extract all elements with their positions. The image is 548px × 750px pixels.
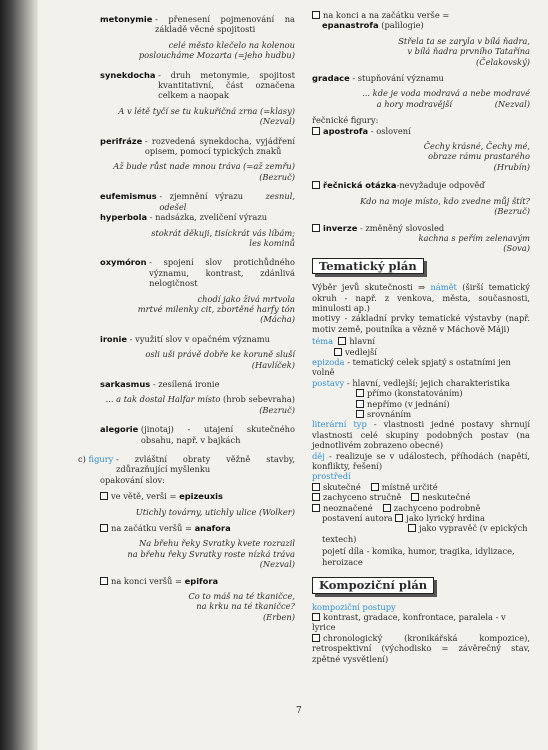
definition: - zjemnění výrazu: [159, 191, 244, 202]
dej: děj - realizuje se v událostech, příhodách (napětí, konflikty, řešení): [312, 450, 530, 472]
checkbox-icon: [371, 483, 379, 491]
entry-oxymoron: [100, 257, 295, 288]
checkbox-icon: [312, 613, 320, 621]
example: Co to máš na té tkaničce, na krku na té tkaničce? (Erben): [188, 591, 295, 622]
definition: (jinotaj) - utajení skutečného obsahu, např. v bajkách: [140, 424, 295, 445]
arrow-right-icon: ⇒: [418, 282, 426, 293]
term: alegorie: [100, 424, 139, 435]
term: figury: [88, 454, 114, 464]
entry-perifraze: [100, 136, 295, 157]
example: Utichly továrny, utichly ulice (Wolker): [135, 506, 295, 517]
entry-gradace: gradace - stupňování významu: [312, 73, 444, 84]
postaveni-autora: postavení autora jako lyrický hrdina jako vypravěč (v epických textech): [322, 513, 528, 544]
example: Čechy krásné, Čechy mé, obraze rámu prastarého (Hrubín): [423, 141, 530, 172]
checkbox-icon: [312, 127, 320, 135]
definition: - druh metonymie, spojitost kvantitativní, část označena celkem a naopak: [158, 69, 295, 101]
entry-synekdocha: [100, 70, 295, 101]
kompozicni-postupy: kompoziční postupy: [312, 601, 396, 612]
term: eufemismus: [100, 191, 157, 202]
page-number: 7: [296, 706, 302, 716]
example: Až bude růst nade mnou tráva (=až zemřu) (Bezruč): [113, 161, 295, 182]
example: A v létě tyčí se tu kukuřičná zrna (=klasy) (Nezval): [118, 105, 295, 127]
book-binding-shadow: [0, 0, 38, 750]
checkbox-icon: [408, 524, 416, 532]
checkbox-icon: [100, 577, 108, 585]
term: ironie: [100, 333, 128, 344]
term: perifráze: [100, 135, 143, 146]
definition: - zvláštní obraty věžně stavby, zdůrazňující myšlenku: [116, 454, 295, 475]
checkbox-icon: [395, 514, 403, 522]
prostredi-label: prostředí: [312, 471, 351, 482]
kompozice-item: kontrast, gradace, konfrontace, paralela - v lyrice: [312, 611, 506, 633]
example: Střela ta se zaryla v bílá ňadra, v bílá ňadra prvního Tatařína (Čelakovský): [398, 35, 530, 67]
example: Kdo na moje místo, kdo zvedne můj štít? (Bezruč): [359, 195, 530, 217]
entry-epizeuxis: ve větě, verši = epizeuxis: [100, 491, 295, 501]
entry-metonymie: [100, 14, 295, 35]
checkbox-icon: [312, 493, 320, 501]
prostredi-list: skutečné místně určité zachyceno stručně neskutečné neoznačené zachyceno podrobně: [312, 482, 530, 513]
tema: téma hlavní vedlejší: [312, 336, 377, 357]
section-title-tematicky: Tematický plán: [312, 258, 424, 274]
checkbox-icon: [312, 634, 320, 642]
entry-sarkasmus: [100, 379, 295, 389]
postavy: postavy - hlavní, vedlejší; jejich charakteristika: [312, 377, 510, 388]
example: chodí jako živá mrtvola mrtvé milenky cit, zbortěné harfy tón (Mácha): [137, 293, 295, 325]
term: oxymóron: [100, 257, 147, 268]
entry-figury: c) figury - zvláštní obraty věžně stavby, zdůrazňující myšlenku: [78, 454, 295, 475]
entry-epanastrofa: na konci a na začátku verše = epanastrofa (palilogie): [312, 10, 530, 31]
right-column: [312, 10, 530, 664]
entry-apostrofa: apostrofa - oslovení: [312, 126, 530, 136]
checkbox-icon: [356, 389, 364, 397]
example: kachna s peřím zelenavým (Sova): [418, 232, 530, 254]
checkbox-icon: [312, 483, 320, 491]
checkbox-icon: [100, 492, 108, 500]
checkbox-icon: [356, 410, 364, 418]
checkbox-icon: [100, 524, 108, 532]
checkbox-icon: [312, 504, 320, 512]
example: celé město klečelo na kolenou posloucháme Mozarta (=jeho hudbu): [138, 39, 295, 61]
example: osli uši právě dobře ke koruně sluší (Havlíček): [145, 349, 295, 370]
example: ... kde je voda modravá a nebe modravé a hory modravější (Nezval): [362, 88, 530, 109]
example: stokrát děkuji, tisíckrát vás líbám; les kominů: [151, 227, 295, 248]
entry-inverze: inverze - změněný slovosled: [312, 223, 530, 233]
charakteristika-list: přímo (konstatováním) nepřímo (v jednání) srovnáním: [312, 388, 530, 419]
example: Na břehu řeky Svratky kvete rozrazil na břehu řeky Svratky roste nízká tráva (Nezval): [127, 538, 295, 570]
kompozice-item: chronologický (kronikářská kompozice), retrospektivní (východisko = závěrečný stav, zpětné vysvětlení): [312, 632, 530, 664]
example: zesnul, odešel: [159, 191, 295, 212]
entry-recnicka-otazka: řečnická otázka-nevyžaduje odpověď: [312, 180, 530, 190]
literarni-typ: literární typ - vlastnosti jedné postavy shrnují vlastnosti celé skupiny podobných postav (na jednotlivém zobrazeno obecné): [312, 419, 530, 451]
definition: - spojení slov protichůdného významu, kontrast, zdánlivá nelogičnost: [149, 257, 295, 289]
recnicke-figury: řečnické figury:: [312, 115, 379, 126]
checkbox-icon: [312, 224, 320, 232]
definition: - přenesení pojmenování na základě věcné spojitosti: [155, 14, 295, 35]
term: sarkasmus: [100, 378, 151, 389]
epizoda: epizoda - tematický celek spjatý s ostatními jen volně: [312, 356, 511, 378]
checkbox-icon: [312, 11, 320, 19]
definition: - rozvedená synekdocha, vyjádření opisem, pomocí typických znaků: [144, 135, 295, 157]
entry-hyperbola: [100, 212, 295, 222]
example: ... a tak dostal Halfar místo (hrob sebevraha) (Bezruč): [105, 394, 295, 415]
tematicky-intro: Výběr jevů skutečnosti ⇒ námět (širší tematický okruh - např. z venkova, města, současnosti, minulosti ap.): [312, 282, 530, 313]
term: metonymie: [100, 14, 153, 24]
definition: - zesílená ironie: [152, 378, 220, 389]
pojeti-dila: pojetí díla - komika, humor, tragika, idylizace, heroizace: [322, 546, 515, 567]
checkbox-icon: [356, 400, 364, 408]
checkbox-icon: [334, 348, 342, 356]
figury-intro: opakování slov:: [100, 474, 165, 485]
checkbox-icon: [411, 493, 419, 501]
section-title-kompozicni: Kompoziční plán: [312, 577, 434, 593]
definition: - nadsázka, zveličení výrazu: [149, 212, 268, 223]
term: hyperbola: [100, 212, 148, 223]
tematicky-motivy: motivy - základní prvky tematické výstavby (např. motiv země, poutníka a vězně v Máchově Máji): [312, 313, 530, 334]
entry-alegorie: [100, 424, 295, 445]
term: synekdocha: [100, 69, 156, 80]
entry-ironie: [100, 334, 295, 344]
checkbox-icon: [312, 181, 320, 189]
checkbox-icon: [383, 504, 391, 512]
entry-epifora: na konci veršů = epifora: [100, 576, 295, 586]
left-column: [78, 14, 295, 622]
entry-eufemismus: [100, 191, 295, 212]
checkbox-icon: [338, 337, 346, 345]
definition: - využití slov v opačném významu: [129, 333, 270, 344]
entry-anafora: na začátku veršů = anafora: [100, 523, 295, 533]
